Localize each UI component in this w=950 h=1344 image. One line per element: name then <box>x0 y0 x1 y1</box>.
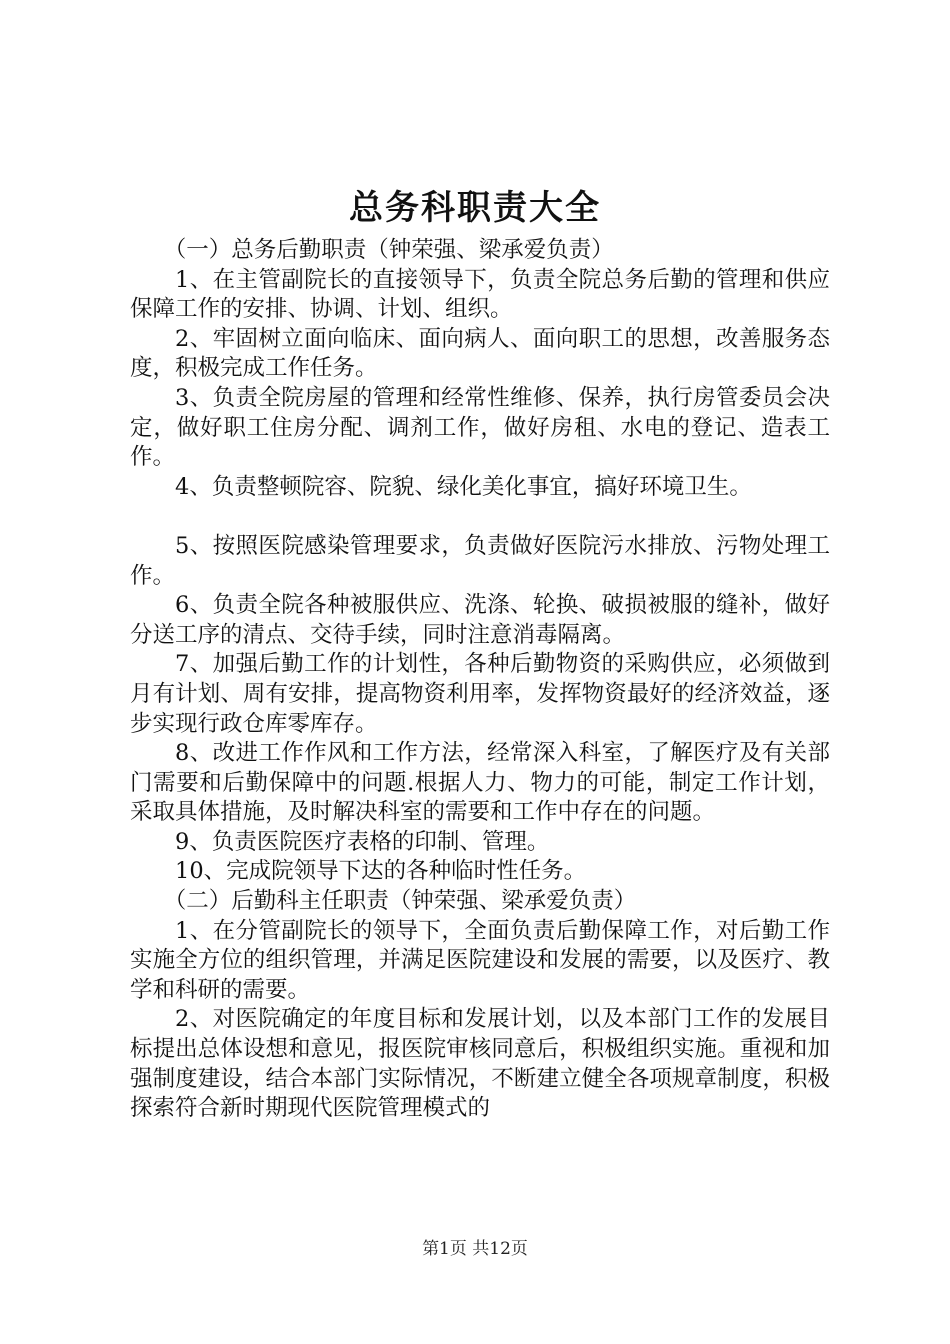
paragraph-1-3: 3、负责全院房屋的管理和经常性维修、保养，执行房管委员会决定，做好职工住房分配、调剂工作，做好房租、水电的登记、造表工作。 <box>130 384 830 471</box>
paragraph-1-2: 2、牢固树立面向临床、面向病人、面向职工的思想，改善服务态度，积极完成工作任务。 <box>130 325 830 382</box>
paragraph-1-10: 10、完成院领导下达的各种临时性任务。 <box>175 858 587 885</box>
paragraph-1-6: 6、负责全院各种被服供应、洗涤、轮换、破损被服的缝补，做好分送工序的清点、交待手续，同时注意消毒隔离。 <box>130 592 830 648</box>
paragraph-2-2: 2、对医院确定的年度目标和发展计划，以及本部门工作的发展目标提出总体设想和意见，报医院审核同意后，积极组织实施。重视和加强制度建设，结合本部门实际情况，不断建立健全各项规章制度，积极探索符合新时期现代医院管理模式的 <box>130 1006 830 1122</box>
paragraph-1-5: 5、按照医院感染管理要求，负责做好医院污水排放、污物处理工作。 <box>130 532 830 589</box>
page-number-footer: 第1页 共12页 <box>422 1239 528 1259</box>
paragraph-1-9: 9、负责医院医疗表格的印制、管理。 <box>175 828 550 855</box>
section-heading-1: （一）总务后勤职责（钟荣强、梁承爱负责） <box>163 237 614 263</box>
paragraph-1-1: 1、在主管副院长的直接领导下，负责全院总务后勤的管理和供应保障工作的安排、协调、计划、组织。 <box>130 266 830 323</box>
paragraph-1-4: 4、负责整顿院容、院貌、绿化美化事宜，搞好环境卫生。 <box>175 473 752 500</box>
paragraph-1-8: 8、改进工作作风和工作方法，经常深入科室，了解医疗及有关部门需要和后勤保障中的问题.根据人力、物力的可能，制定工作计划，采取具体措施，及时解决科室的需要和工作中存在的问题。 <box>130 740 830 826</box>
document-title: 总务科职责大全 <box>349 188 601 228</box>
paragraph-2-1: 1、在分管副院长的领导下，全面负责后勤保障工作，对后勤工作实施全方位的组织管理，并满足医院建设和发展的需要，以及医疗、教学和科研的需要。 <box>130 917 830 1003</box>
section-heading-2: （二）后勤科主任职责（钟荣强、梁承爱负责） <box>163 888 637 915</box>
paragraph-1-7: 7、加强后勤工作的计划性，各种后勤物资的采购供应，必须做到月有计划、周有安排，提高物资利用率，发挥物资最好的经济效益，逐步实现行政仓库零库存。 <box>130 651 830 737</box>
document-body <box>130 236 830 1124</box>
